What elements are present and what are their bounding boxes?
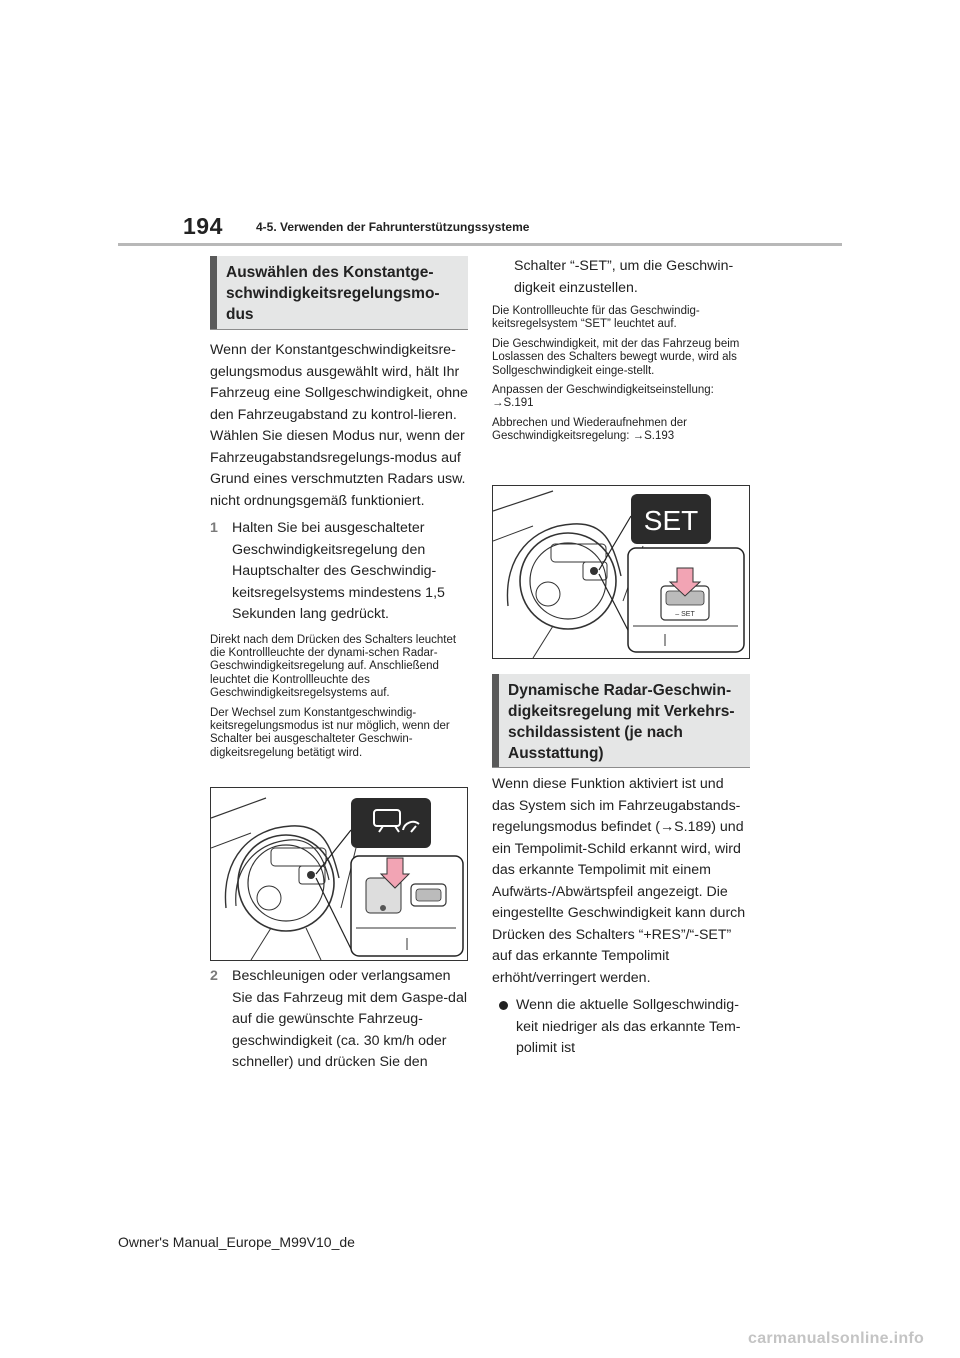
note-1: Direkt nach dem Drücken des Schalters leuchtet die Kontrollleuchte der dynami-schen Radar-Geschwindigkeitsregelung auf. Anschließend leuchtet die Kontrollleuchte des Geschwindigkeitsregelsystems auf. — [210, 633, 457, 700]
left-column-text — [210, 340, 468, 766]
heading-radar-cruise-sign-assist — [492, 674, 750, 768]
section-header: 4-5. Verwenden der Fahrunterstützungssysteme — [256, 220, 530, 234]
step-2-continued-text: Schalter “-SET”, um die Geschwin-digkeit einzustellen. — [514, 258, 734, 296]
note-4: Die Geschwindigkeit, mit der das Fahrzeug beim Loslassen des Schalters bewegt wurde, wird als Sollgeschwindigkeit einge-stellt. — [492, 337, 740, 377]
footer-manual-name: Owner's Manual_Europe_M99V10_de — [118, 1234, 355, 1250]
watermark: carmanualsonline.info — [748, 1330, 925, 1347]
heading-radar-cruise-sign-assist-text: Dynamische Radar-Geschwin-digkeitsregelung mit Verkehrs-schildassistent (je nach Ausstattung) — [508, 682, 735, 762]
step-1-number: 1 — [210, 520, 218, 536]
right-column-text-2 — [492, 774, 750, 1060]
note-5: Anpassen der Geschwindigkeitseinstellung: →S.191 — [492, 384, 714, 410]
heading-constant-speed-mode — [210, 256, 468, 330]
page-number: 194 — [183, 213, 223, 239]
note-2: Der Wechsel zum Konstantgeschwindig-keitsregelungsmodus ist nur möglich, wenn der Schalter bei ausgeschalteter Geschwin-digkeitsregelung betätigt wird. — [210, 706, 450, 759]
bullet-1 — [492, 995, 750, 1060]
step-2-continued — [492, 256, 750, 299]
bullet-dot — [499, 1001, 508, 1010]
note-6: Abbrechen und Wiederaufnehmen der Geschwindigkeitsregelung: →S.193 — [492, 416, 687, 443]
intro-paragraph: Wenn der Konstantgeschwindigkeitsre-gelungsmodus ausgewählt wird, hält Ihr Fahrzeug eine Sollgeschwindigkeit, ohne den Fahrzeugabstand zu kontrol-lieren. Wählen Sie diesen Modus nur, wenn der Fahrzeugabstandsregelungs-modus auf Grund eines verschmutzten Radars usw. nicht ordnungsgemäß funktioniert. — [210, 342, 468, 509]
step-2-text: Beschleunigen oder verlangsamen Sie das Fahrzeug mit dem Gaspe-dal auf die gewünschte Fahrzeug-geschwindigkeit (ca. 30 km/h oder schneller) und drücken Sie den — [232, 968, 467, 1070]
header-rule — [118, 243, 842, 246]
right-column-text — [492, 256, 750, 450]
left-column-step-2 — [210, 966, 468, 1074]
set-indicator-label: SET — [643, 505, 699, 536]
step-2-number: 2 — [210, 968, 218, 984]
heading-constant-speed-mode-text: Auswählen des Konstantge-schwindigkeitsregelungsmo-dus — [226, 264, 440, 323]
step-1-text: Halten Sie bei ausgeschalteter Geschwindigkeitsregelung den Hauptschalter des Geschwindig-keitsregelsystems mindestens 1,5 Sekunden lang gedrückt. — [232, 520, 445, 622]
figure-set-switch — [492, 485, 750, 659]
step-2 — [210, 966, 468, 1074]
step-1 — [210, 518, 468, 626]
bullet-1-text: Wenn die aktuelle Sollgeschwindig-keit niedriger als das erkannte Tem-polimit ist — [516, 997, 741, 1056]
paragraph-sign-assist: Wenn diese Funktion aktiviert ist und das System sich im Fahrzeugabstands-regelungsmodus befindet (→S.189) und ein Tempolimit-Schild erkannt wird, wird das erkannte Tempolimit mit einem Aufwärts-/Abwärtspfeil angezeigt. Die eingestellte Geschwindigkeit kann durch Drücken des Schalters “+RES”/“-SET” auf das erkannte Tempolimit erhöht/verringert werden. — [492, 776, 746, 986]
figure-cruise-main-switch — [210, 787, 468, 961]
note-3: Die Kontrollleuchte für das Geschwindig-keitsregelsystem “SET” leuchtet auf. — [492, 305, 700, 331]
set-switch-label: – SET — [675, 611, 695, 618]
